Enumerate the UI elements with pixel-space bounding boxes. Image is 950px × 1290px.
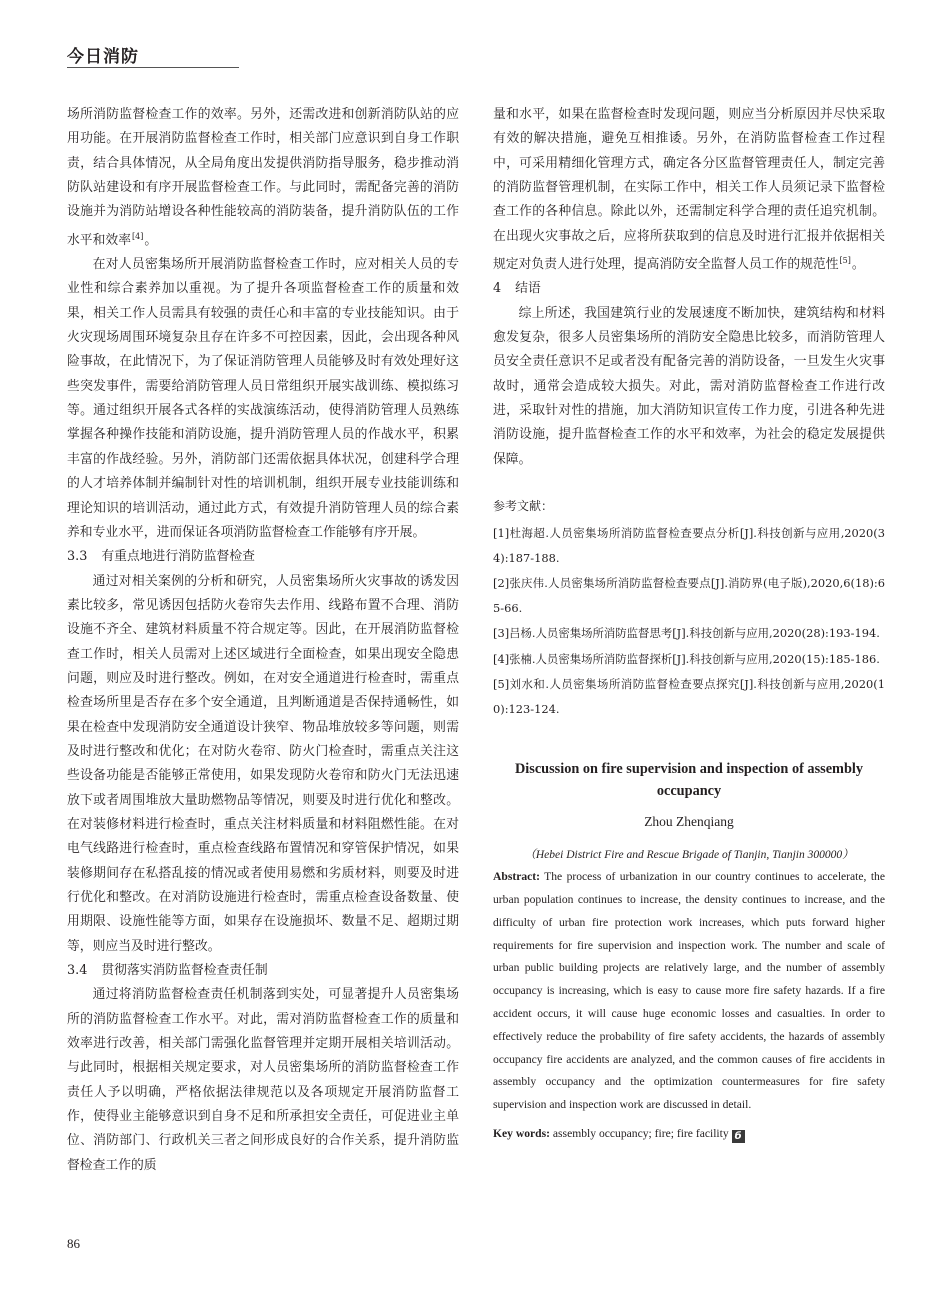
header-rule — [67, 67, 239, 68]
journal-name: 今日消防 — [67, 47, 139, 67]
body-paragraph: 量和水平，如果在监督检查时发现问题，则应当分析原因并尽快采取有效的解决措施，避免互相推诿。另外，在消防监督检查工作过程中，可采用精细化管理方式，确定各分区监督管理责任人，制定完善的消防监督管理机制，在实际工作中，相关工作人员须记录下监督检查工作的各种信息。除此以外，还需制定科学合理的责任追究机制。在出现火灾事故之后，应将所获取到的信息及时进行汇报并依据相关规定对负责人进行处理，提高消防安全监督人员工作的规范性[5]。 — [493, 107, 885, 273]
english-title: Discussion on fire supervision and inspection of assembly occupancy — [514, 761, 864, 800]
references-heading: 参考文献： — [493, 499, 554, 514]
left-column — [67, 103, 459, 1178]
abstract-label: Abstract: — [493, 870, 541, 884]
right-column — [493, 103, 885, 1144]
body-paragraph: 通过将消防监督检查责任机制落到实处，可显著提升人员密集场所的消防监督检查工作水平。对此，需对消防监督检查工作的质量和效率进行改善，相关部门需强化监督管理并定期开展相关培训活动。与此同时，根据相关规定要求，对人员密集场所的消防监督检查工作责任人予以明确，严格依据法律规范以及各项规定开展消防监督工作，使得业主能够意识到自身不足和所承担安全责任，可促进业主单位、消防部门、行政机关三者之间形成良好的合作关系，提升消防监督检查工作的质 — [67, 987, 459, 1173]
body-paragraph: 综上所述，我国建筑行业的发展速度不断加快，建筑结构和材料愈发复杂，很多人员密集场所的消防安全隐患比较多，而消防管理人员安全责任意识不足或者没有配备完善的消防设备，一旦发生火灾事故时，通常会造成较大损失。对此，需对消防监督检查工作进行改进，采取针对性的措施，加大消防知识宣传工作力度，引进各种先进消防设施，提升监督检查工作的水平和效率，为社会的稳定发展提供保障。 — [493, 305, 885, 467]
english-abstract: Abstract: The process of urbanization in our country continues to accelerate, the urban population continues to increase, the density continues to increase, and the difficulty of urban fire protection work increases, which puts forward higher requirements for fire supervision and inspection work. The number and scale of urban public building projects are relatively large, and the number of assembly occupancy is increasing, which is easy to cause more fire safety hazards. If a fire accident occurs, it will cause huge economic losses and casualties. In order to effectively reduce the probability of fire safety accidents, the hazards of assembly occupancy fire accidents are analyzed, and the common causes of fire accidents in assembly occupancy and the optimization countermeasures for fire safety supervision and inspection work are discussed in detail. — [493, 870, 885, 1112]
end-mark-icon: б — [732, 1130, 745, 1143]
section-heading-4: 4 结语 — [493, 281, 541, 297]
reference-item: [2]张庆伟.人员密集场所消防监督检查要点[J].消防界(电子版),2020,6(18):65-66. — [493, 576, 885, 615]
body-paragraph: 通过对相关案例的分析和研究，人员密集场所火灾事故的诱发因素比较多，常见诱因包括防火卷帘失去作用、线路布置不合理、消防设施不齐全、建筑材料质量不符合规定等。因此，在开展消防监督检查工作时，相关人员需对上述区域进行全面检查，如果出现安全隐患问题，则应及时进行整改。例如，在对安全通道进行检查时，需重点检查场所里是否存在多个安全通道，且判断通道是否保持通畅性，如果在检查中发现消防安全通道设计狭窄、物品堆放较多等问题，则需及时进行整改和优化；在对防火卷帘、防火门检查时，需重点关注这些设备功能是否能够正常使用，如果发现防火卷帘和防火门无法迅速放下或者周围堆放大量助燃物品等情况，则要及时进行优化和整改。在对装修材料进行检查时，重点关注材料质量和材料阻燃性能。在对电气线路进行检查时，重点检查线路布置情况和穿管保护情况，如果装修期间存在私搭乱接的情况或者使用易燃和劣质材料，则要及时进行优化和整改。在对消防设施进行检查时，需重点检查设备数量、使用期限、设施性能等方面，如果存在设施损坏、数量不足、超期过期等，则应当及时进行整改。 — [67, 573, 459, 954]
section-heading-3-4: 3.4 贯彻落实消防监督检查责任制 — [67, 963, 268, 979]
reference-item: [5]刘水和.人员密集场所消防监督检查要点探究[J].科技创新与应用,2020(10):123-124. — [493, 677, 885, 716]
section-heading-3-3: 3.3 有重点地进行消防监督检查 — [67, 549, 255, 565]
citation: [4] — [131, 231, 144, 241]
reference-item: [3]吕杨.人员密集场所消防监督思考[J].科技创新与应用,2020(28):193-194. — [493, 626, 880, 641]
body-paragraph: 场所消防监督检查工作的效率。另外，还需改进和创新消防队站的应用功能。在开展消防监督检查工作时，相关部门应意识到自身工作职责，结合具体情况，从全局角度出发提供消防指导服务，稳步推动消防队站建设和有序开展监督检查工作。与此同时，需配备完善的消防设施并为消防站增设各种性能较高的消防装备，提升消防队伍的工作水平和效率[4]。 — [67, 107, 459, 248]
citation: [5] — [839, 256, 851, 266]
reference-item: [4]张楠.人员密集场所消防监督探析[J].科技创新与应用,2020(15):185-186. — [493, 651, 880, 666]
body-paragraph: 在对人员密集场所开展消防监督检查工作时，应对相关人员的专业性和综合素养加以重视。为了提升各项监督检查工作的质量和效果，相关工作人员需具有较强的责任心和丰富的专业技能知识。由于火灾现场周围环境复杂且存在许多不可控因素，因此，会出现各种风险事故，在此情况下，为了保证消防管理人员能够及时有效处理好这些突发事件，需要给消防管理人员日常组织开展实战训练、模拟练习等。通过组织开展各式各样的实战演练活动，使得消防管理人员熟练掌握各种操作技能和消防设施，提升消防管理人员的作战水平，积累丰富的作战经验。另外，消防部门还需依据具体状况，创建科学合理的人才培养体制并编制针对性的培训机制，组织开展专业技能训练和理论知识的培训活动，通过此方式，有效提升消防管理人员的综合素养和专业水平，进而保证各项消防监督检查工作能够有序开展。 — [67, 257, 459, 540]
english-keywords: Key words: assembly occupancy; fire; fire facility б — [493, 1124, 885, 1144]
reference-item: [1]杜海超.人员密集场所消防监督检查要点分析[J].科技创新与应用,2020(34):187-188. — [493, 526, 885, 565]
english-author: Zhou Zhenqiang — [644, 814, 734, 830]
page-number: 86 — [67, 1236, 80, 1251]
english-affiliation: （Hebei District Fire and Rescue Brigade of Tianjin, Tianjin 300000） — [524, 849, 854, 862]
keywords-label: Key words: — [493, 1126, 550, 1140]
